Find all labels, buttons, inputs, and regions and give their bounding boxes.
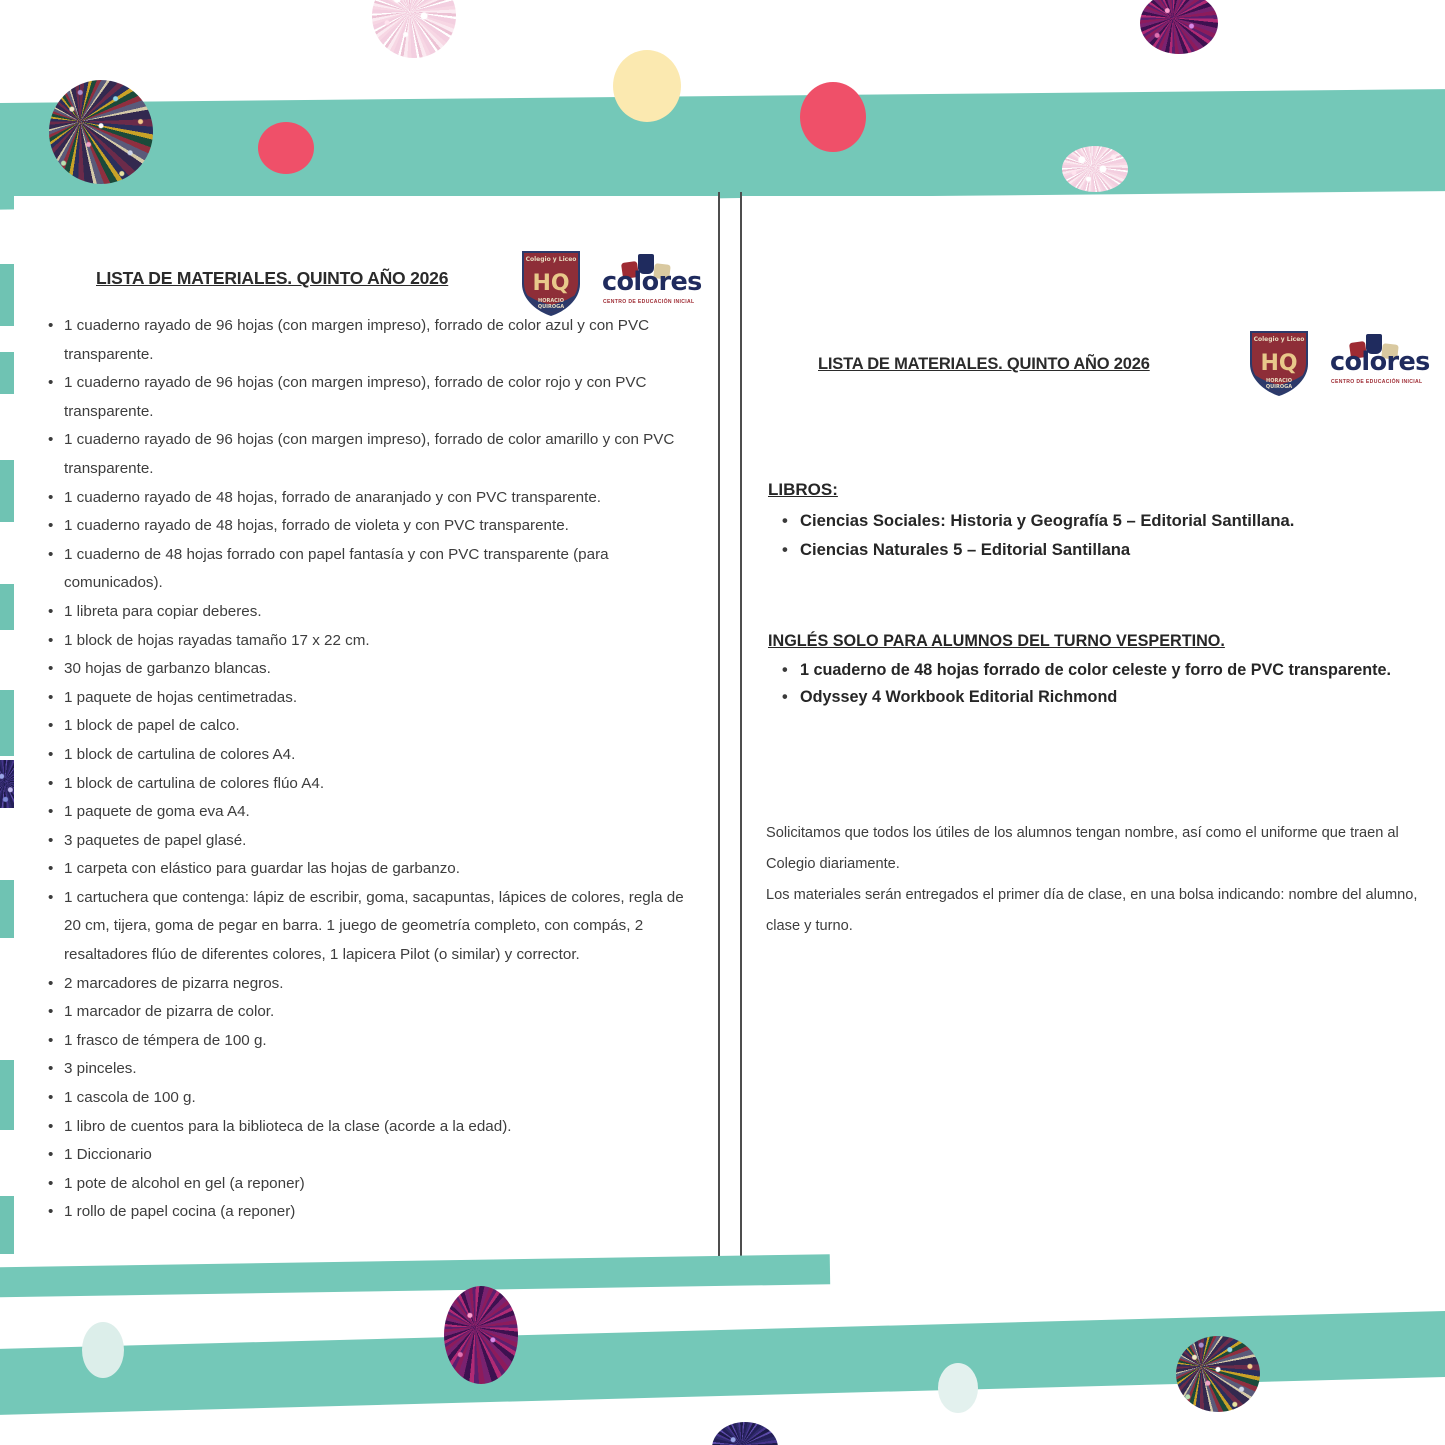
svg-text:QUIROGA: QUIROGA [537, 304, 565, 310]
material-item: • 1 paquete de goma eva A4. [42, 798, 704, 827]
material-item: • 1 cuaderno rayado de 96 hojas (con margen impreso), forrado de color rojo y con PVC transparente. [42, 369, 704, 426]
material-item: • 1 cascola de 100 g. [42, 1084, 704, 1113]
material-item: • 1 cuaderno rayado de 96 hojas (con margen impreso), forrado de color azul y con PVC transparente. [42, 312, 704, 369]
material-item: • 2 marcadores de pizarra negros. [42, 970, 704, 999]
material-item: • 1 libro de cuentos para la biblioteca de la clase (acorde a la edad). [42, 1113, 704, 1142]
material-item: • 1 block de papel de calco. [42, 712, 704, 741]
libros-heading: LIBROS: [768, 480, 838, 499]
material-item: • 3 pinceles. [42, 1055, 704, 1084]
glitter-navy-dot-bottom [712, 1422, 778, 1445]
logo-group-right [1248, 328, 1445, 390]
logo-group-left [520, 248, 720, 310]
pink-dot-top-left [258, 122, 314, 174]
colores-tagline: CENTRO DE EDUCACIÓN INICIAL [603, 298, 695, 305]
ingles-section [768, 632, 1408, 711]
colores-logo [602, 254, 706, 306]
ingles-heading: INGLÉS SOLO PARA ALUMNOS DEL TURNO VESPERTINO. [768, 632, 1225, 650]
colores-logo [1330, 334, 1434, 386]
material-item: • 1 cuaderno rayado de 48 hojas, forrado de anaranjado y con PVC transparente. [42, 484, 704, 513]
colores-tagline: CENTRO DE EDUCACIÓN INICIAL [1331, 378, 1423, 385]
material-item: • 1 cartuchera que contenga: lápiz de escribir, goma, sacapuntas, lápices de colores, regla de 20 cm, tijera, goma de pegar en barra. 1 juego de geometría completo, con compás, 2 resaltadores flúo de diferentes colores, 1 lapicera Pilot (o similar) y corrector. [42, 884, 704, 970]
material-item: • 1 cuaderno de 48 hojas forrado con papel fantasía y con PVC transparente (para comunicados). [42, 541, 704, 598]
page-divider-line-1 [718, 192, 720, 1260]
material-item: • 30 hojas de garbanzo blancas. [42, 655, 704, 684]
glitter-pink-dot-upper-right [1062, 146, 1128, 192]
pink-dot-top-right [800, 82, 866, 152]
material-item: • 1 carpeta con elástico para guardar las hojas de garbanzo. [42, 855, 704, 884]
note-paragraph: Los materiales serán entregados el primer día de clase, en una bolsa indicando: nombre del alumno, clase y turno. [766, 887, 1418, 934]
libros-section [768, 480, 1408, 564]
material-item: • 3 paquetes de papel glasé. [42, 827, 704, 856]
glitter-pink-dot-top [372, 0, 456, 58]
materials-list-left [42, 312, 704, 1227]
material-item: • 1 block de cartulina de colores flúo A4. [42, 770, 704, 799]
svg-text:Colegio y Liceo: Colegio y Liceo [525, 256, 577, 263]
material-item: • 1 Diccionario [42, 1141, 704, 1170]
glitter-multicolor-dot-top-left [49, 80, 153, 184]
colores-wordmark: colores [1330, 346, 1430, 377]
ingles-item: • Odyssey 4 Workbook Editorial Richmond [768, 684, 1408, 711]
mint-dot-bottom-left [82, 1322, 124, 1378]
page-title-left: LISTA DE MATERIALES. QUINTO AÑO 2026 [96, 268, 449, 288]
hq-shield-logo [1248, 328, 1310, 398]
material-item: • 1 pote de alcohol en gel (a reponer) [42, 1170, 704, 1199]
mint-dot-bottom-center [938, 1363, 978, 1413]
material-item: • 1 rollo de papel cocina (a reponer) [42, 1198, 704, 1227]
glitter-magenta-dot-bottom [444, 1286, 518, 1384]
colores-wordmark: colores [602, 266, 702, 297]
material-item: • 1 cuaderno rayado de 96 hojas (con margen impreso), forrado de color amarillo y con PVC transparente. [42, 426, 704, 483]
svg-text:Colegio y Liceo: Colegio y Liceo [1253, 336, 1305, 343]
svg-text:HQ: HQ [532, 271, 570, 296]
material-item: • 1 frasco de témpera de 100 g. [42, 1027, 704, 1056]
ingles-list [768, 657, 1408, 711]
note-paragraph: Solicitamos que todos los útiles de los alumnos tengan nombre, así como el uniforme que traen al Colegio diariamente. [766, 825, 1399, 872]
page-title-right: LISTA DE MATERIALES. QUINTO AÑO 2026 [818, 355, 1150, 373]
teal-band-bottom-secondary [0, 1254, 830, 1298]
hq-shield-logo [520, 248, 582, 318]
material-item: • 1 cuaderno rayado de 48 hojas, forrado de violeta y con PVC transparente. [42, 512, 704, 541]
libro-item: • Ciencias Naturales 5 – Editorial Santillana [768, 535, 1408, 564]
libros-list [768, 506, 1408, 564]
closing-notes [766, 818, 1418, 942]
svg-text:HORACIO: HORACIO [538, 298, 564, 304]
ingles-item: • 1 cuaderno de 48 hojas forrado de color celeste y forro de PVC transparente. [768, 657, 1408, 684]
material-item: • 1 block de cartulina de colores A4. [42, 741, 704, 770]
svg-text:QUIROGA: QUIROGA [1265, 384, 1293, 390]
glitter-multicolor-dot-bottom-right [1176, 1336, 1260, 1412]
svg-text:HORACIO: HORACIO [1266, 378, 1292, 384]
material-item: • 1 libreta para copiar deberes. [42, 598, 704, 627]
libro-item: • Ciencias Sociales: Historia y Geografía 5 – Editorial Santillana. [768, 506, 1408, 535]
material-item: • 1 block de hojas rayadas tamaño 17 x 22 cm. [42, 627, 704, 656]
yellow-dot-top [613, 50, 681, 122]
material-item: • 1 marcador de pizarra de color. [42, 998, 704, 1027]
material-item: • 1 paquete de hojas centimetradas. [42, 684, 704, 713]
glitter-magenta-dot-top-right [1140, 0, 1218, 54]
svg-text:HQ: HQ [1260, 351, 1298, 376]
